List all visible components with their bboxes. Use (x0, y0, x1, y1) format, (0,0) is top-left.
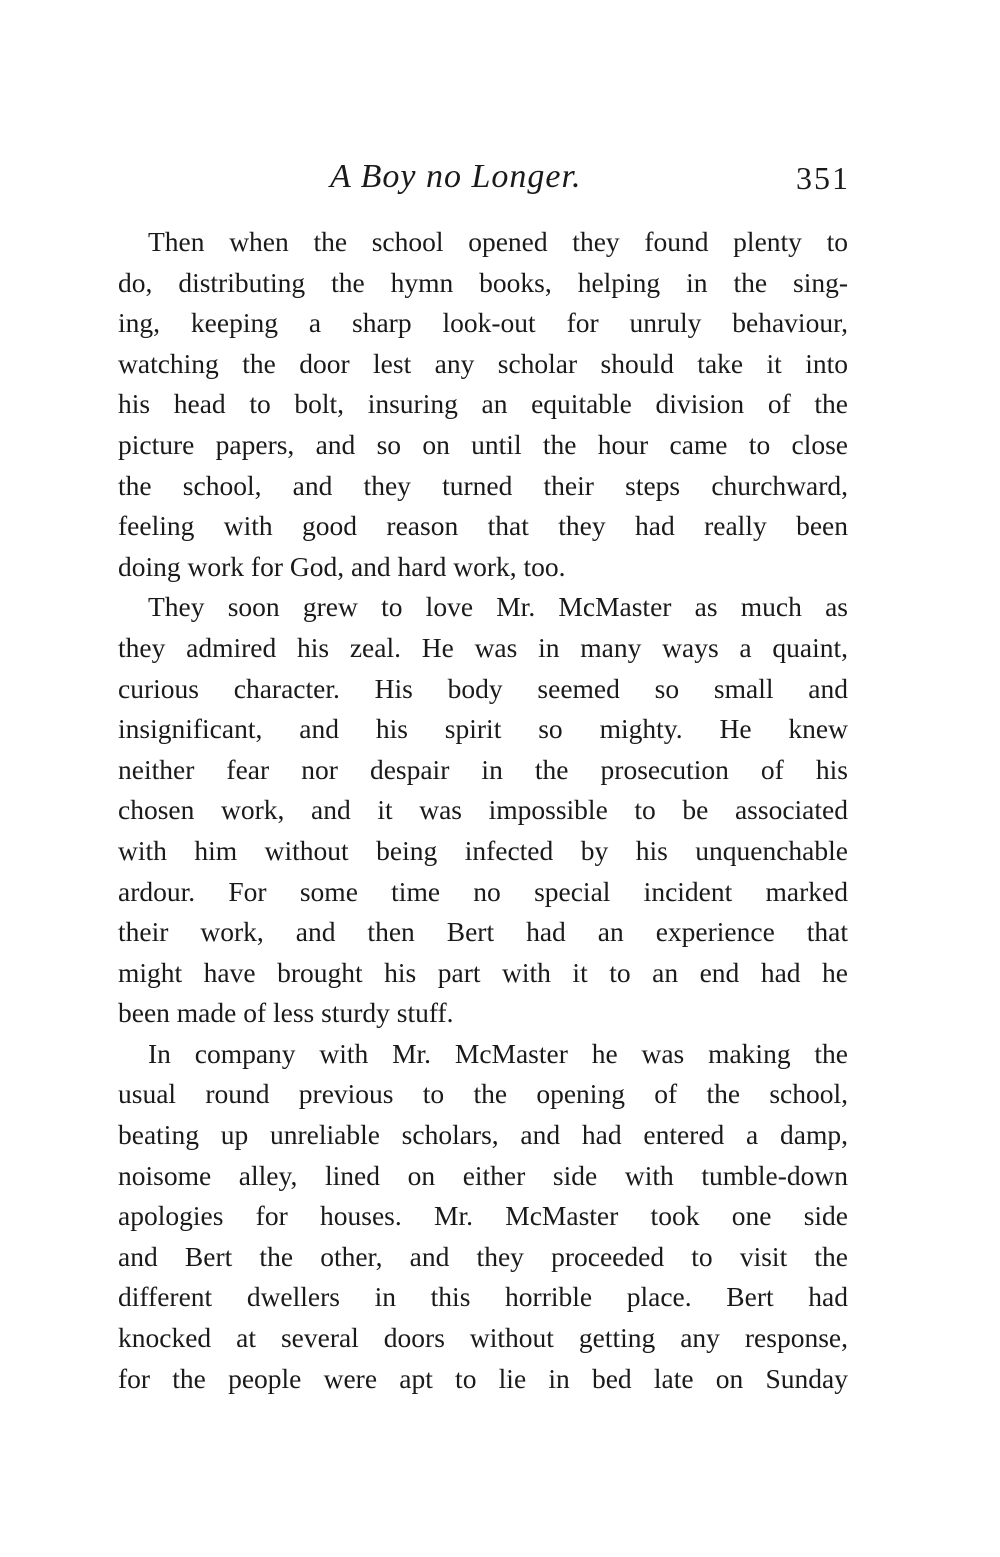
paragraph-1 (118, 222, 848, 587)
text-line: In company with Mr. McMaster he was making the (148, 1037, 848, 1069)
text-line: usual round previous to the opening of the school, (118, 1078, 848, 1110)
text-line: neither fear nor despair in the prosecution of his (118, 753, 848, 785)
text-line: They soon grew to love Mr. McMaster as much as (148, 591, 848, 623)
paragraph-3 (118, 1034, 848, 1399)
text-line: knocked at several doors without getting any response, (118, 1322, 848, 1354)
text-line: the school, and they turned their steps churchward, (118, 469, 848, 501)
text-line: insignificant, and his spirit so mighty. He knew (118, 713, 848, 745)
text-line: their work, and then Bert had an experience that (118, 916, 848, 948)
text-line: curious character. His body seemed so small and (118, 672, 848, 704)
body-text (118, 222, 848, 1399)
text-line: might have brought his part with it to an end had he (118, 956, 848, 988)
running-title: A Boy no Longer. (330, 158, 582, 195)
text-line: picture papers, and so on until the hour came to close (118, 428, 848, 460)
text-line: do, distributing the hymn books, helping in the sing- (118, 266, 848, 298)
text-line: apologies for houses. Mr. McMaster took one side (118, 1200, 848, 1232)
text-line: and Bert the other, and they proceeded to visit the (118, 1240, 848, 1272)
paragraph-2 (118, 587, 848, 1034)
text-line: different dwellers in this horrible place. Bert had (118, 1281, 848, 1313)
text-line: watching the door lest any scholar should take it into (118, 347, 848, 379)
text-line: feeling with good reason that they had really been (118, 510, 848, 542)
text-line: been made of less sturdy stuff. (118, 997, 454, 1029)
text-line: Then when the school opened they found plenty to (148, 226, 848, 257)
text-line: his head to bolt, insuring an equitable division of the (118, 388, 848, 420)
text-line: ardour. For some time no special incident marked (118, 875, 848, 907)
text-line: for the people were apt to lie in bed late on Sunday (118, 1362, 848, 1394)
text-line: chosen work, and it was impossible to be associated (118, 794, 848, 826)
text-line: they admired his zeal. He was in many ways a quaint, (118, 631, 848, 663)
text-line: beating up unreliable scholars, and had entered a damp, (118, 1119, 848, 1151)
text-line: ing, keeping a sharp look-out for unruly behaviour, (118, 307, 848, 339)
running-head (118, 158, 850, 202)
text-line: with him without being infected by his unquenchable (118, 834, 848, 866)
text-line: doing work for God, and hard work, too. (118, 550, 566, 582)
text-line: noisome alley, lined on either side with tumble-down (118, 1159, 848, 1191)
page-number: 351 (796, 160, 850, 196)
